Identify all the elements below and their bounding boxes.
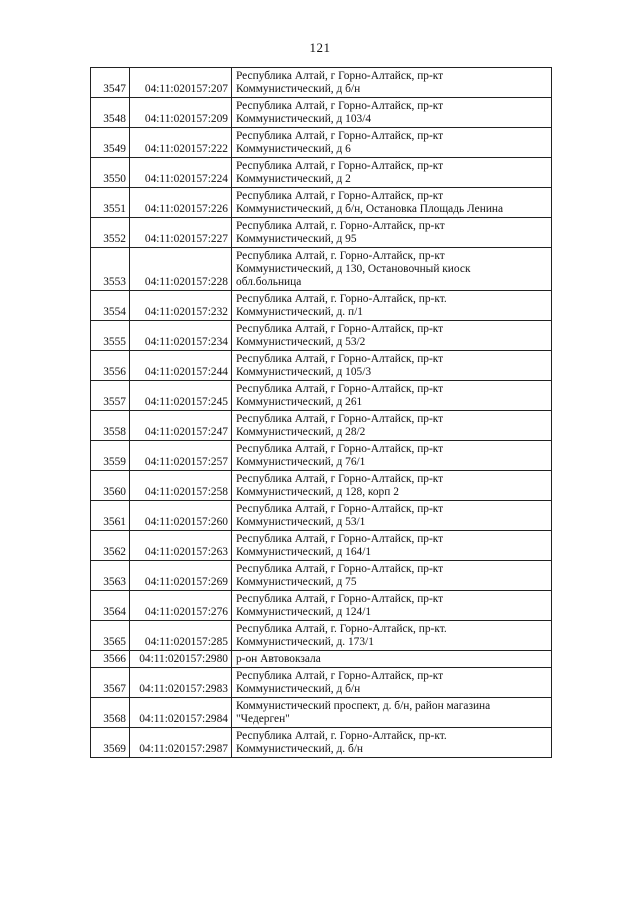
address-cell [232, 471, 552, 501]
cadastral-number: 04:11:020157:269 [130, 561, 232, 591]
address-line: Коммунистический, д. п/1 [236, 306, 363, 318]
address-line: Коммунистический, д 28/2 [236, 426, 366, 438]
address-cell [232, 188, 552, 218]
address-line: Республика Алтай, г. Горно-Алтайск, пр-кт. [236, 730, 447, 742]
registry-table [90, 67, 552, 758]
address-line: Республика Алтай, г Горно-Алтайск, пр-кт [236, 100, 444, 112]
address-line: Коммунистический, д 53/2 [236, 336, 366, 348]
address-line: Коммунистический, д. б/н [236, 743, 364, 755]
row-number: 3559 [91, 441, 130, 471]
table-row [91, 668, 552, 698]
cadastral-number: 04:11:020157:209 [130, 98, 232, 128]
address-line: Республика Алтай, г Горно-Алтайск, пр-кт [236, 443, 444, 455]
address-line: Коммунистический, д 124/1 [236, 606, 372, 618]
address-cell [232, 411, 552, 441]
table-row [91, 651, 552, 668]
table-row [91, 321, 552, 351]
address-line: Коммунистический, д 53/1 [236, 516, 366, 528]
address-line: Коммунистический, д б/н, Остановка Площадь Ленина [236, 203, 504, 215]
address-line: обл.больница [236, 276, 302, 288]
cadastral-number: 04:11:020157:2984 [130, 698, 232, 728]
address-cell [232, 441, 552, 471]
address-cell [232, 98, 552, 128]
address-cell [232, 621, 552, 651]
address-line: Республика Алтай, г Горно-Алтайск, пр-кт [236, 473, 444, 485]
registry-table-body [91, 68, 552, 758]
address-cell [232, 698, 552, 728]
row-number: 3547 [91, 68, 130, 98]
row-number: 3553 [91, 248, 130, 291]
row-number: 3568 [91, 698, 130, 728]
address-cell [232, 248, 552, 291]
address-line: Республика Алтай, г Горно-Алтайск, пр-кт [236, 190, 444, 202]
address-cell [232, 501, 552, 531]
table-row [91, 218, 552, 248]
cadastral-number: 04:11:020157:245 [130, 381, 232, 411]
address-cell [232, 351, 552, 381]
row-number: 3566 [91, 651, 130, 668]
address-line: Коммунистический, д 130, Остановочный киоск [236, 263, 471, 275]
address-cell [232, 591, 552, 621]
row-number: 3561 [91, 501, 130, 531]
address-line: Коммунистический, д 6 [236, 143, 351, 155]
cadastral-number: 04:11:020157:207 [130, 68, 232, 98]
row-number: 3552 [91, 218, 130, 248]
table-row [91, 128, 552, 158]
address-cell [232, 668, 552, 698]
page-number: 121 [309, 40, 331, 55]
address-line: Коммунистический, д 105/3 [236, 366, 372, 378]
address-cell [232, 561, 552, 591]
address-line: Коммунистический, д 75 [236, 576, 357, 588]
address-line: Коммунистический проспект, д. б/н, район магазина [236, 700, 491, 712]
table-row [91, 531, 552, 561]
address-line: Республика Алтай, г Горно-Алтайск, пр-кт [236, 563, 444, 575]
address-cell [232, 531, 552, 561]
address-cell [232, 218, 552, 248]
address-line: Республика Алтай, г. Горно-Алтайск, пр-кт. [236, 623, 447, 635]
row-number: 3569 [91, 728, 130, 758]
address-line: Республика Алтай, г Горно-Алтайск, пр-кт [236, 353, 444, 365]
address-cell [232, 158, 552, 188]
address-line: Республика Алтай, г. Горно-Алтайск, пр-кт. [236, 293, 447, 305]
table-row [91, 441, 552, 471]
address-cell [232, 128, 552, 158]
address-cell [232, 68, 552, 98]
table-row [91, 698, 552, 728]
row-number: 3550 [91, 158, 130, 188]
address-line: Республика Алтай, г Горно-Алтайск, пр-кт [236, 533, 444, 545]
address-line: Республика Алтай, г Горно-Алтайск, пр-кт [236, 503, 444, 515]
address-cell [232, 381, 552, 411]
cadastral-number: 04:11:020157:247 [130, 411, 232, 441]
address-cell [232, 651, 552, 668]
address-line: Республика Алтай, г Горно-Алтайск, пр-кт [236, 70, 444, 82]
table-row [91, 351, 552, 381]
cadastral-number: 04:11:020157:263 [130, 531, 232, 561]
address-line: Республика Алтай, г Горно-Алтайск, пр-кт [236, 130, 444, 142]
cadastral-number: 04:11:020157:224 [130, 158, 232, 188]
cadastral-number: 04:11:020157:244 [130, 351, 232, 381]
row-number: 3558 [91, 411, 130, 441]
row-number: 3549 [91, 128, 130, 158]
row-number: 3556 [91, 351, 130, 381]
row-number: 3548 [91, 98, 130, 128]
table-row [91, 188, 552, 218]
table-row [91, 728, 552, 758]
table-row [91, 381, 552, 411]
cadastral-number: 04:11:020157:228 [130, 248, 232, 291]
address-line: Коммунистический, д 164/1 [236, 546, 372, 558]
address-line: Коммунистический, д б/н [236, 683, 361, 695]
row-number: 3562 [91, 531, 130, 561]
address-line: Коммунистический, д 128, корп 2 [236, 486, 399, 498]
address-line: Республика Алтай, г. Горно-Алтайск, пр-кт [236, 220, 445, 232]
cadastral-number: 04:11:020157:276 [130, 591, 232, 621]
address-line: Коммунистический, д 2 [236, 173, 351, 185]
address-line: Республика Алтай, г Горно-Алтайск, пр-кт [236, 323, 444, 335]
table-row [91, 561, 552, 591]
table-row [91, 591, 552, 621]
cadastral-number: 04:11:020157:257 [130, 441, 232, 471]
address-line: Коммунистический, д 261 [236, 396, 363, 408]
cadastral-number: 04:11:020157:2980 [130, 651, 232, 668]
address-cell [232, 321, 552, 351]
cadastral-number: 04:11:020157:285 [130, 621, 232, 651]
table-row [91, 501, 552, 531]
cadastral-number: 04:11:020157:2987 [130, 728, 232, 758]
row-number: 3560 [91, 471, 130, 501]
cadastral-number: 04:11:020157:260 [130, 501, 232, 531]
address-line: Коммунистический, д 95 [236, 233, 357, 245]
address-line: Коммунистический, д. 173/1 [236, 636, 374, 648]
row-number: 3565 [91, 621, 130, 651]
cadastral-number: 04:11:020157:226 [130, 188, 232, 218]
cadastral-number: 04:11:020157:258 [130, 471, 232, 501]
address-line: Республика Алтай, г Горно-Алтайск, пр-кт [236, 160, 444, 172]
address-line: "Чедерген" [236, 713, 290, 725]
address-line: Республика Алтай, г. Горно-Алтайск, пр-кт [236, 250, 445, 262]
row-number: 3564 [91, 591, 130, 621]
table-row [91, 411, 552, 441]
table-row [91, 471, 552, 501]
table-row [91, 291, 552, 321]
address-line: р-он Автовокзала [236, 653, 321, 665]
address-line: Коммунистический, д 103/4 [236, 113, 372, 125]
cadastral-number: 04:11:020157:227 [130, 218, 232, 248]
address-line: Республика Алтай, г Горно-Алтайск, пр-кт [236, 593, 444, 605]
address-line: Республика Алтай, г Горно-Алтайск, пр-кт [236, 383, 444, 395]
table-row [91, 621, 552, 651]
table-row [91, 248, 552, 291]
row-number: 3554 [91, 291, 130, 321]
cadastral-number: 04:11:020157:234 [130, 321, 232, 351]
row-number: 3557 [91, 381, 130, 411]
row-number: 3551 [91, 188, 130, 218]
cadastral-number: 04:11:020157:232 [130, 291, 232, 321]
row-number: 3563 [91, 561, 130, 591]
address-line: Республика Алтай, г Горно-Алтайск, пр-кт [236, 670, 444, 682]
address-line: Республика Алтай, г Горно-Алтайск, пр-кт [236, 413, 444, 425]
table-row [91, 68, 552, 98]
cadastral-number: 04:11:020157:2983 [130, 668, 232, 698]
row-number: 3555 [91, 321, 130, 351]
table-row [91, 158, 552, 188]
cadastral-number: 04:11:020157:222 [130, 128, 232, 158]
address-cell [232, 291, 552, 321]
table-row [91, 98, 552, 128]
address-line: Коммунистический, д 76/1 [236, 456, 366, 468]
address-cell [232, 728, 552, 758]
address-line: Коммунистический, д б/н [236, 83, 361, 95]
row-number: 3567 [91, 668, 130, 698]
